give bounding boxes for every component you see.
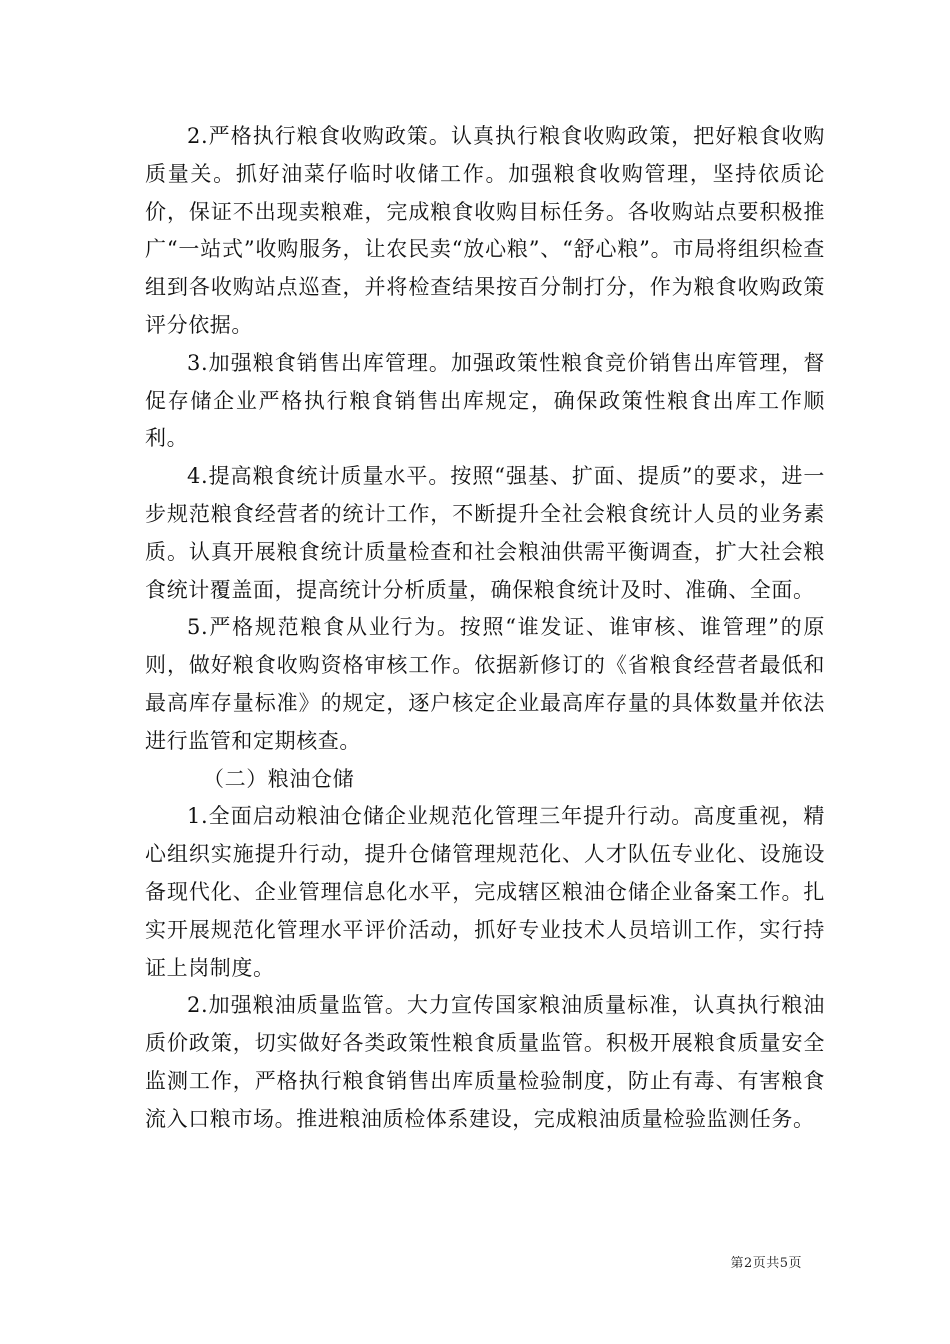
document-body [145,118,825,1139]
page-number-footer: 第2页共5页 [730,1256,802,1271]
paragraph-grain-business-conduct: 5.严格规范粮食从业行为。按照“谁发证、谁审核、谁管理”的原则，做好粮食收购资格审核工作。依据新修订的《省粮食经营者最低和最高库存量标准》的规定，逐户核定企业最高库存量的具体数量并依法进行监管和定期核查。 [145,615,825,753]
paragraph-grain-statistics: 4.提高粮食统计质量水平。按照“强基、扩面、提质”的要求，进一步规范粮食经营者的统计工作，不断提升全社会粮食统计人员的业务素质。认真开展粮食统计质量检查和社会粮油供需平衡调查，扩大社会粮食统计覆盖面，提高统计分析质量，确保粮食统计及时、准确、全面。 [145,464,825,602]
paragraph-quality-supervision: 2.加强粮油质量监管。大力宣传国家粮油质量标准，认真执行粮油质价政策，切实做好各类政策性粮食质量监管。积极开展粮食质量安全监测工作，严格执行粮食销售出库质量检验制度，防止有毒、有害粮食流入口粮市场。推进粮油质检体系建设，完成粮油质量检验监测任务。 [145,993,825,1131]
section-heading-grain-storage: （二）粮油仓储 [203,766,355,791]
paragraph-grain-sales-outbound: 3.加强粮食销售出库管理。加强政策性粮食竞价销售出库管理，督促存储企业严格执行粮食销售出库规定，确保政策性粮食出库工作顺利。 [145,350,825,451]
paragraph-grain-purchase-policy: 2.严格执行粮食收购政策。认真执行粮食收购政策，把好粮食收购质量关。抓好油菜仔临时收储工作。加强粮食收购管理，坚持依质论价，保证不出现卖粮难，完成粮食收购目标任务。各收购站点要积极推广“一站式”收购服务，让农民卖“放心粮”、“舒心粮”。市局将组织检查组到各收购站点巡查，并将检查结果按百分制打分，作为粮食收购政策评分依据。 [145,124,825,337]
paragraph-storage-standardization: 1.全面启动粮油仓储企业规范化管理三年提升行动。高度重视，精心组织实施提升行动，提升仓储管理规范化、人才队伍专业化、设施设备现代化、企业管理信息化水平，完成辖区粮油仓储企业备案工作。扎实开展规范化管理水平评价活动，抓好专业技术人员培训工作，实行持证上岗制度。 [145,804,825,980]
